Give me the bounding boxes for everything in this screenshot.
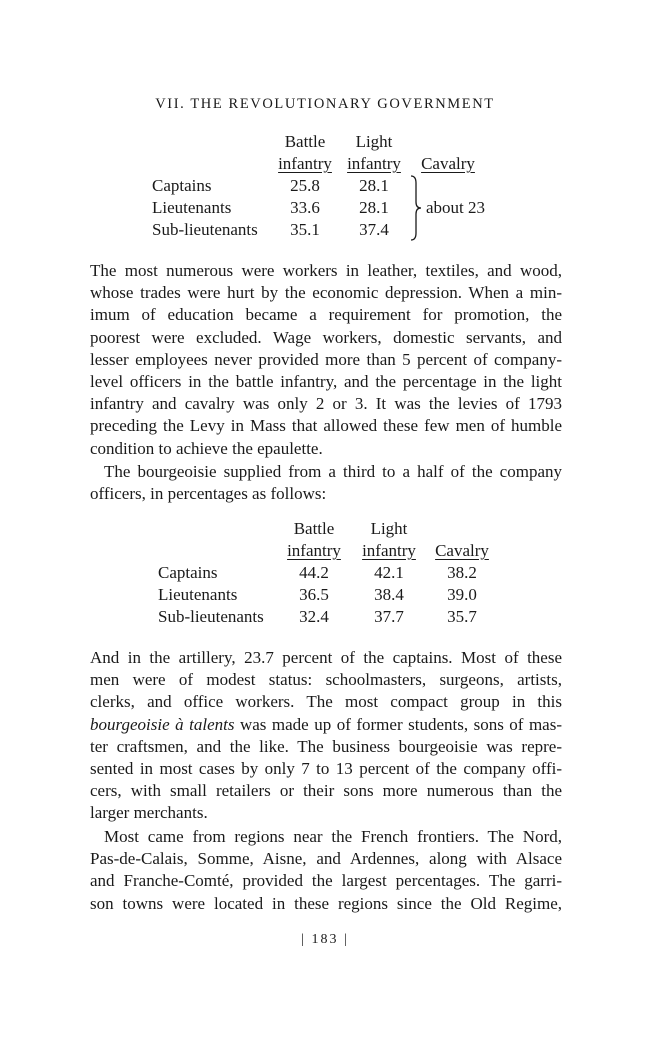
text-line: The most numerous were workers in leather, textiles, and wood, — [90, 261, 562, 280]
cavalry-value: 38.2 — [447, 563, 477, 582]
header-light-top: Light — [370, 519, 408, 538]
light-value: 28.1 — [359, 176, 389, 195]
cavalry-value: 39.0 — [447, 585, 477, 604]
paragraph — [90, 826, 562, 915]
text-line: Most came from regions near the French frontiers. The Nord, — [104, 827, 562, 846]
paragraph — [90, 461, 562, 505]
battle-value: 36.5 — [299, 585, 329, 604]
right-brace-icon — [410, 175, 422, 241]
table-row — [158, 562, 496, 584]
italic-phrase: bourgeoisie à talents — [90, 714, 235, 734]
text-line — [90, 714, 562, 736]
battle-value: 25.8 — [290, 176, 320, 195]
battle-value: 44.2 — [299, 563, 329, 582]
table-row — [152, 175, 488, 197]
officer-origins-table-1 — [152, 131, 488, 241]
text-line: and Franche-Comté, provided the largest percentages. The garri- — [90, 871, 562, 891]
text-line: whose trades were hurt by the economic depression. When a min- — [90, 283, 562, 303]
text-line: Pas-de-Calais, Somme, Aisne, and Ardennes, along with Alsace — [90, 849, 562, 869]
text-line: son towns were located in these regions since the Old Regime, — [90, 893, 562, 913]
page-number: | 183 | — [301, 932, 349, 947]
header-light-bottom: infantry — [362, 541, 416, 560]
text-line: cers, with small retailers or their sons more numerous than the — [90, 781, 562, 801]
battle-value: 32.4 — [299, 607, 329, 626]
text-line: larger merchants. — [90, 803, 208, 823]
header-light-bottom: infantry — [347, 154, 401, 173]
text-line: imum of education became a requirement for promotion, the — [90, 305, 562, 325]
paragraph — [90, 260, 562, 460]
battle-value: 35.1 — [290, 220, 320, 239]
light-value: 37.4 — [359, 220, 389, 239]
header-battle-bottom: infantry — [278, 154, 332, 173]
light-value: 38.4 — [374, 585, 404, 604]
header-battle-top: Battle — [284, 132, 326, 151]
header-cavalry: Cavalry — [435, 541, 489, 560]
text-line: infantry and cavalry was only 2 or 3. It was the levies of 1793 — [90, 394, 562, 414]
text-line: ter craftsmen, and the like. The business bourgeoisie was repre- — [90, 736, 562, 756]
cavalry-all-value: about 23 — [426, 198, 486, 217]
table-row — [158, 584, 496, 606]
rank-label: Captains — [152, 176, 212, 195]
rank-label: Captains — [158, 563, 218, 582]
rank-label: Lieutenants — [158, 585, 238, 604]
text-line: lesser employees never provided more than 5 percent of company- — [90, 349, 562, 369]
text-line: preceding the Levy in Mass that allowed these few men of humble — [90, 416, 562, 436]
rank-label: Sub-lieutenants — [158, 607, 264, 626]
bourgeoisie-officers-table — [158, 518, 496, 628]
header-light-top: Light — [355, 132, 393, 151]
running-head: VII. THE REVOLUTIONARY GOVERNMENT — [155, 96, 495, 112]
text-line: clerks, and office workers. The most compact group in this — [90, 692, 562, 712]
text-line: sented in most cases by only 7 to 13 percent of the company offi- — [90, 759, 562, 779]
text-line: condition to achieve the epaulette. — [90, 438, 323, 458]
text-line: level officers in the battle infantry, and the percentage in the light — [90, 372, 562, 392]
text-line: men were of modest status: schoolmasters, surgeons, artists, — [90, 670, 562, 690]
rank-label: Lieutenants — [152, 198, 232, 217]
text-line: poorest were excluded. Wage workers, domestic servants, and — [90, 327, 562, 347]
table-row — [152, 197, 488, 219]
table-row — [152, 219, 488, 241]
rank-label: Sub-lieutenants — [152, 220, 258, 239]
battle-value: 33.6 — [290, 198, 320, 217]
header-battle-top: Battle — [293, 519, 335, 538]
text-fragment: was made up of former students, sons of mas- — [234, 714, 563, 734]
light-value: 42.1 — [374, 563, 404, 582]
cavalry-value: 35.7 — [447, 607, 477, 626]
light-value: 28.1 — [359, 198, 389, 217]
table-row — [158, 606, 496, 628]
header-battle-bottom: infantry — [287, 541, 341, 560]
text-line: And in the artillery, 23.7 percent of the captains. Most of these — [90, 648, 562, 667]
text-line: The bourgeoisie supplied from a third to a half of the company — [104, 462, 562, 481]
header-cavalry: Cavalry — [421, 154, 475, 173]
paragraph — [90, 647, 562, 825]
text-line: officers, in percentages as follows: — [90, 484, 327, 504]
light-value: 37.7 — [374, 607, 404, 626]
